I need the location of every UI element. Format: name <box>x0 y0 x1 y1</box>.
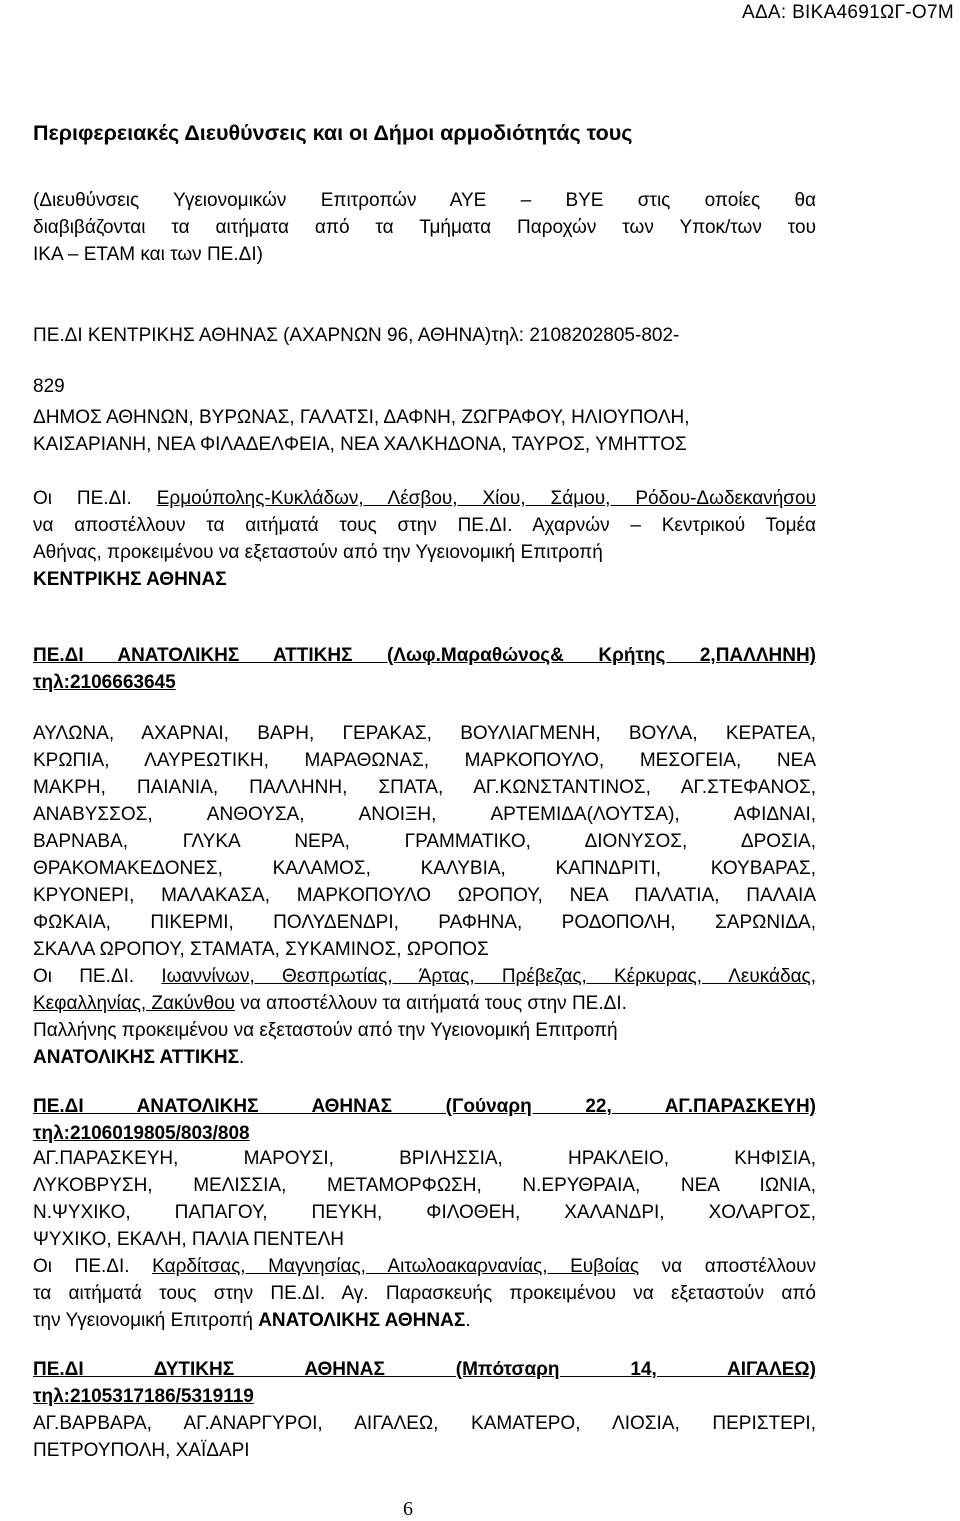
section-phone: τηλ:2105317186/5319119 <box>33 1386 254 1407</box>
section-anatolikis-athinas-municipalities <box>33 1145 816 1334</box>
municipality-line: ΒΑΡΝΑΒΑ, ΓΛΥΚΑ ΝΕΡΑ, ΓΡΑΜΜΑΤΙΚΟ, ΔΙΟΝΥΣΟΣ, ΔΡΟΣΙΑ, <box>33 831 816 852</box>
page-title: Περιφερειακές Διευθύνσεις και οι Δήμοι αρμοδιότητάς τους <box>33 121 633 145</box>
municipality-line: ΑΥΛΩΝΑ, ΑΧΑΡΝΑΙ, ΒΑΡΗ, ΓΕΡΑΚΑΣ, ΒΟΥΛΙΑΓΜΕΝΗ, ΒΟΥΛΑ, ΚΕΡΑΤΕΑ, <box>33 723 816 744</box>
section-anatolikis-athinas-header <box>33 1093 816 1147</box>
intro-line: ΙΚΑ – ΕΤΑΜ και των ΠΕ.ΔΙ) <box>33 244 263 265</box>
section-anatolikis-attikis-municipalities <box>33 720 816 1071</box>
ada-code: ΑΔΑ: ΒΙΚΑ4691ΩΓ-Ο7Μ <box>741 2 954 23</box>
note-line: τα αιτήματά τους στην ΠΕ.ΔΙ. Αγ. Παρασκευής προκειμένου να εξεταστούν από <box>33 1283 816 1304</box>
note-regions: Κεφαλληνίας, Ζακύνθου <box>33 993 235 1014</box>
note-regions: Ερμούπολης-Κυκλάδων, Λέσβου, Χίου, Σάμου, Ρόδου-Δωδεκανήσου <box>156 488 816 509</box>
intro-line: διαβιβάζονται τα αιτήματα από τα Τμήματα Παροχών των Υποκ/των του <box>33 217 816 238</box>
municipality-line: ΚΑΙΣΑΡΙΑΝΗ, ΝΕΑ ΦΙΛΑΔΕΛΦΕΙΑ, ΝΕΑ ΧΑΛΚΗΔΟΝΑ, ΤΑΥΡΟΣ, ΥΜΗΤΤΟΣ <box>33 434 687 455</box>
note-committee: ΑΝΑΤΟΛΙΚΗΣ ΑΤΤΙΚΗΣ <box>33 1047 239 1068</box>
section-phone: τηλ:2106663645 <box>33 672 176 693</box>
note-committee: ΑΝΑΤΟΛΙΚΗΣ ΑΘΗΝΑΣ <box>258 1310 466 1331</box>
municipality-line: ΚΡΥΟΝΕΡΙ, ΜΑΛΑΚΑΣΑ, ΜΑΡΚΟΠΟΥΛΟ ΩΡΟΠΟΥ, ΝΕΑ ΠΑΛΑΤΙΑ, ΠΑΛΑΙΑ <box>33 885 816 906</box>
municipality-line: Ν.ΨΥΧΙΚΟ, ΠΑΠΑΓΟΥ, ΠΕΥΚΗ, ΦΙΛΟΘΕΗ, ΧΑΛΑΝΔΡΙ, ΧΟΛΑΡΓΟΣ, <box>33 1202 816 1223</box>
section-header-line: ΠΕ.ΔΙ ΚΕΝΤΡΙΚΗΣ ΑΘΗΝΑΣ (ΑΧΑΡΝΩΝ 96, ΑΘΗΝΑ)τηλ: 2108202805-802- <box>33 325 680 346</box>
note-text: να αποστέλλουν <box>639 1256 817 1277</box>
note-prefix: Οι ΠΕ.ΔΙ. <box>33 966 162 987</box>
note-line: Αθήνας, προκειμένου να εξεταστούν από την Υγειονομική Επιτροπή <box>33 542 603 563</box>
section-kentrikis-header <box>33 323 816 400</box>
municipality-line: ΑΓ.ΠΑΡΑΣΚΕΥΗ, ΜΑΡΟΥΣΙ, ΒΡΙΛΗΣΣΙΑ, ΗΡΑΚΛΕΙΟ, ΚΗΦΙΣΙΑ, <box>33 1148 816 1169</box>
section-dytikis-athinas-municipalities <box>33 1410 816 1464</box>
note-regions: Καρδίτσας, Μαγνησίας, Αιτωλοακαρνανίας, Ευβοίας <box>152 1256 640 1277</box>
municipality-line: ΣΚΑΛΑ ΩΡΟΠΟΥ, ΣΤΑΜΑΤΑ, ΣΥΚΑΜΙΝΟΣ, ΩΡΟΠΟΣ <box>33 939 489 960</box>
section-phone: τηλ:2106019805/803/808 <box>33 1123 250 1144</box>
section-header-line: ΠΕ.ΔΙ ΔΥΤΙΚΗΣ ΑΘΗΝΑΣ (Μπότσαρη 14, ΑΙΓΑΛΕΩ) <box>33 1359 816 1380</box>
municipality-line: ΑΝΑΒΥΣΣΟΣ, ΑΝΘΟΥΣΑ, ΑΝΟΙΞΗ, ΑΡΤΕΜΙΔΑ(ΛΟΥΤΣΑ), ΑΦΙΔΝΑΙ, <box>33 804 816 825</box>
section-dytikis-athinas-header <box>33 1356 816 1410</box>
municipality-line: ΔΗΜΟΣ ΑΘΗΝΩΝ, ΒΥΡΩΝΑΣ, ΓΑΛΑΤΣΙ, ΔΑΦΝΗ, ΖΩΓΡΑΦΟΥ, ΗΛΙΟΥΠΟΛΗ, <box>33 407 690 428</box>
section-header-line: 829 <box>33 376 65 397</box>
municipality-line: ΨΥΧΙΚΟ, ΕΚΑΛΗ, ΠΑΛΙΑ ΠΕΝΤΕΛΗ <box>33 1229 344 1250</box>
section-header-line: ΠΕ.ΔΙ ΑΝΑΤΟΛΙΚΗΣ ΑΘΗΝΑΣ (Γούναρη 22, ΑΓ.ΠΑΡΑΣΚΕΥΗ) <box>33 1096 816 1117</box>
intro-paragraph <box>33 187 816 268</box>
note-end: . <box>465 1310 471 1331</box>
municipality-line: ΠΕΤΡΟΥΠΟΛΗ, ΧΑΪΔΑΡΙ <box>33 1440 250 1461</box>
note-prefix: Οι ΠΕ.ΔΙ. <box>33 488 157 509</box>
page-number: 6 <box>403 1498 413 1520</box>
section-anatolikis-attikis-header <box>33 642 816 696</box>
note-line: Παλλήνης προκειμένου να εξεταστούν από την Υγειονομική Επιτροπή <box>33 1020 618 1041</box>
section-header-line: ΠΕ.ΔΙ ΑΝΑΤΟΛΙΚΗΣ ΑΤΤΙΚΗΣ (Λωφ.Μαραθώνος& Κρήτης 2,ΠΑΛΛΗΝΗ) <box>33 645 816 666</box>
note-committee: ΚΕΝΤΡΙΚΗΣ ΑΘΗΝΑΣ <box>33 569 227 590</box>
note-end: . <box>238 1047 245 1068</box>
note-line: να αποστέλλουν τα αιτήματά τους στην ΠΕ.ΔΙ. Αχαρνών – Κεντρικού Τομέα <box>33 515 816 536</box>
note-text: την Υγειονομική Επιτροπή <box>33 1310 259 1331</box>
note-text: να αποστέλλουν τα αιτήματά τους στην ΠΕ.ΔΙ. <box>234 993 627 1014</box>
municipality-line: ΚΡΩΠΙΑ, ΛΑΥΡΕΩΤΙΚΗ, ΜΑΡΑΘΩΝΑΣ, ΜΑΡΚΟΠΟΥΛΟ, ΜΕΣΟΓΕΙΑ, ΝΕΑ <box>33 750 816 771</box>
note-regions: Ιωαννίνων, Θεσπρωτίας, Άρτας, Πρέβεζας, Κέρκυρας, Λευκάδας, <box>161 966 816 987</box>
municipality-line: ΜΑΚΡΗ, ΠΑΙΑΝΙΑ, ΠΑΛΛΗΝΗ, ΣΠΑΤΑ, ΑΓ.ΚΩΝΣΤΑΝΤΙΝΟΣ, ΑΓ.ΣΤΕΦΑΝΟΣ, <box>33 777 816 798</box>
section-kentrikis-municipalities <box>33 404 816 458</box>
municipality-line: ΘΡΑΚΟΜΑΚΕΔΟΝΕΣ, ΚΑΛΑΜΟΣ, ΚΑΛΥΒΙΑ, ΚΑΠΝΔΡΙΤΙ, ΚΟΥΒΑΡΑΣ, <box>33 858 816 879</box>
section-kentrikis-note <box>33 485 816 593</box>
municipality-line: ΑΓ.ΒΑΡΒΑΡΑ, ΑΓ.ΑΝΑΡΓΥΡΟΙ, ΑΙΓΑΛΕΩ, ΚΑΜΑΤΕΡΟ, ΛΙΟΣΙΑ, ΠΕΡΙΣΤΕΡΙ, <box>33 1413 816 1434</box>
intro-line: (Διευθύνσεις Υγειονομικών Επιτροπών ΑΥΕ – ΒΥΕ στις οποίες θα <box>33 190 816 211</box>
municipality-line: ΛΥΚΟΒΡΥΣΗ, ΜΕΛΙΣΣΙΑ, ΜΕΤΑΜΟΡΦΩΣΗ, Ν.ΕΡΥΘΡΑΙΑ, ΝΕΑ ΙΩΝΙΑ, <box>33 1175 816 1196</box>
note-prefix: Οι ΠΕ.ΔΙ. <box>33 1256 153 1277</box>
municipality-line: ΦΩΚΑΙΑ, ΠΙΚΕΡΜΙ, ΠΟΛΥΔΕΝΔΡΙ, ΡΑΦΗΝΑ, ΡΟΔΟΠΟΛΗ, ΣΑΡΩΝΙΔΑ, <box>33 912 816 933</box>
